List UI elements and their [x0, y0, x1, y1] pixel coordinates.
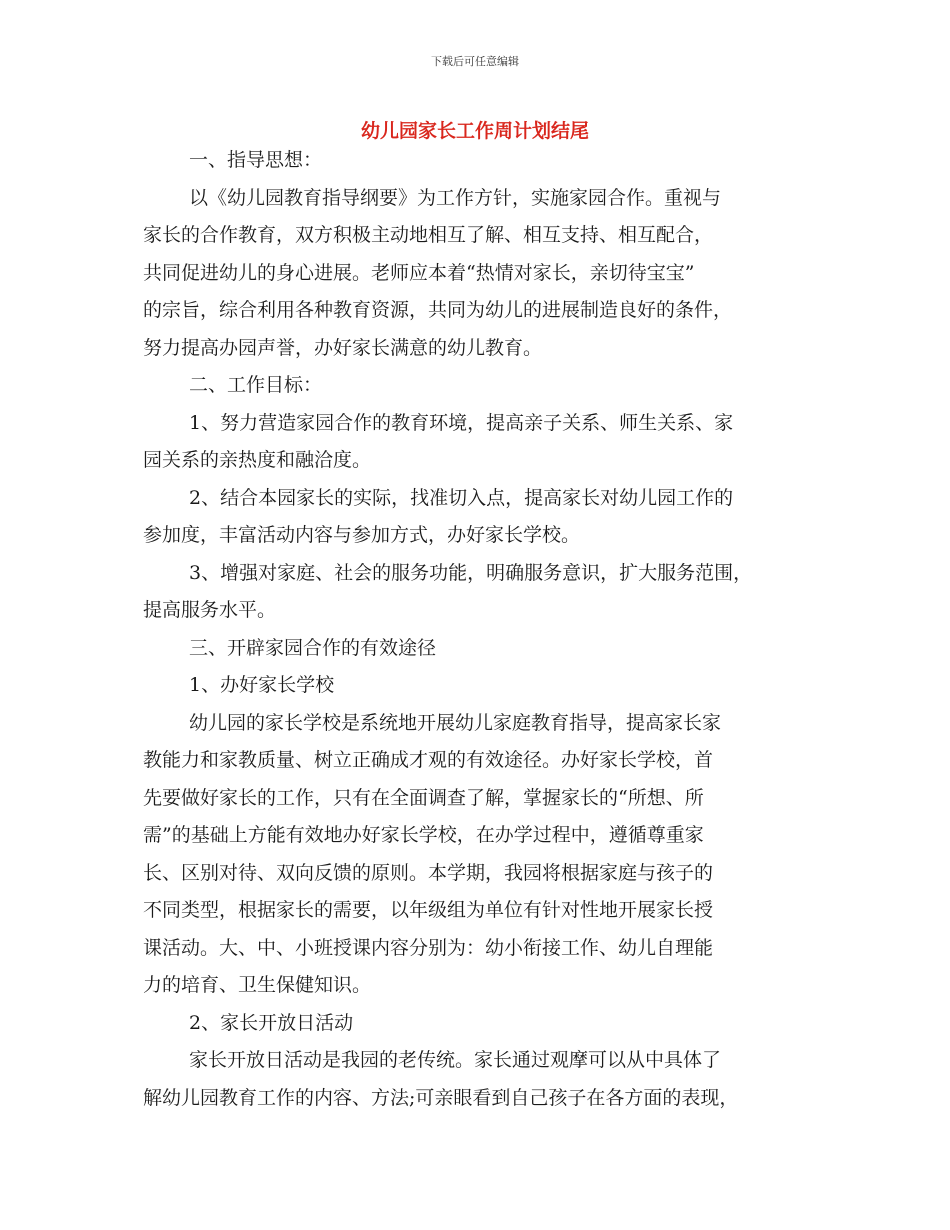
- text-line: 1、努力营造家园合作的教育环境，提高亲子关系、师生关系、家: [189, 411, 734, 434]
- text-line: 努力提高办园声誉，办好家长满意的幼儿教育。: [143, 336, 543, 359]
- text-line: 家长开放日活动是我园的老传统。家长通过观摩可以从中具体了: [189, 1049, 722, 1071]
- document-body: [143, 142, 823, 1117]
- text-line: 长、区别对待、双向反馈的原则。本学期，我园将根据家庭与孩子的: [143, 861, 714, 884]
- text-line: 家长的合作教育，双方积极主动地相互了解、相互支持、相互配合，: [143, 224, 714, 246]
- text-line: 解幼儿园教育工作的内容、方法;可亲眼看到自己孩子在各方面的表现，: [143, 1086, 739, 1109]
- text-line: 需”的基础上方能有效地办好家长学校，在办学过程中，遵循尊重家: [143, 824, 704, 846]
- text-line: 1、办好家长学校: [189, 674, 335, 696]
- text-line: 教能力和家教质量、树立正确成才观的有效途径。办好家长学校，首: [143, 749, 714, 771]
- page-header: 下载后可任意编辑: [431, 55, 519, 68]
- text-line: 参加度，丰富活动内容与参加方式，办好家长学校。: [143, 524, 581, 546]
- text-line: 共同促进幼儿的身心进展。老师应本着“热情对家长，亲切待宝宝”: [143, 261, 695, 284]
- text-line: 2、家长开放日活动: [189, 1011, 354, 1034]
- text-line: 幼儿园的家长学校是系统地开展幼儿家庭教育指导，提高家长家: [189, 711, 722, 734]
- text-line: 2、结合本园家长的实际，找准切入点，提高家长对幼儿园工作的: [189, 486, 734, 509]
- text-line: 提高服务水平。: [143, 599, 277, 621]
- text-line: 的宗旨，综合利用各种教育资源，共同为幼儿的进展制造良好的条件，: [143, 299, 733, 321]
- text-line: 力的培育、卫生保健知识。: [143, 974, 372, 996]
- text-line: 不同类型，根据家长的需要，以年级组为单位有针对性地开展家长授: [143, 899, 714, 921]
- text-line: 3、增强对家庭、社会的服务功能，明确服务意识，扩大服务范围，: [189, 561, 753, 584]
- text-line: 以《幼儿园教育指导纲要》为工作方针，实施家园合作。重视与: [189, 186, 722, 209]
- text-line: 一、指导思想：: [189, 149, 323, 171]
- text-line: 先要做好家长的工作，只有在全面调查了解，掌握家长的“所想、所: [143, 786, 704, 809]
- text-line: 园关系的亲热度和融洽度。: [143, 449, 372, 471]
- text-line: 三、开辟家园合作的有效途径: [189, 636, 437, 659]
- document-title: 幼儿园家长工作周计划结尾: [360, 120, 589, 142]
- text-line: 课活动。大、中、小班授课内容分别为：幼小衔接工作、幼儿自理能: [143, 936, 714, 959]
- text-line: 二、工作目标：: [189, 374, 323, 396]
